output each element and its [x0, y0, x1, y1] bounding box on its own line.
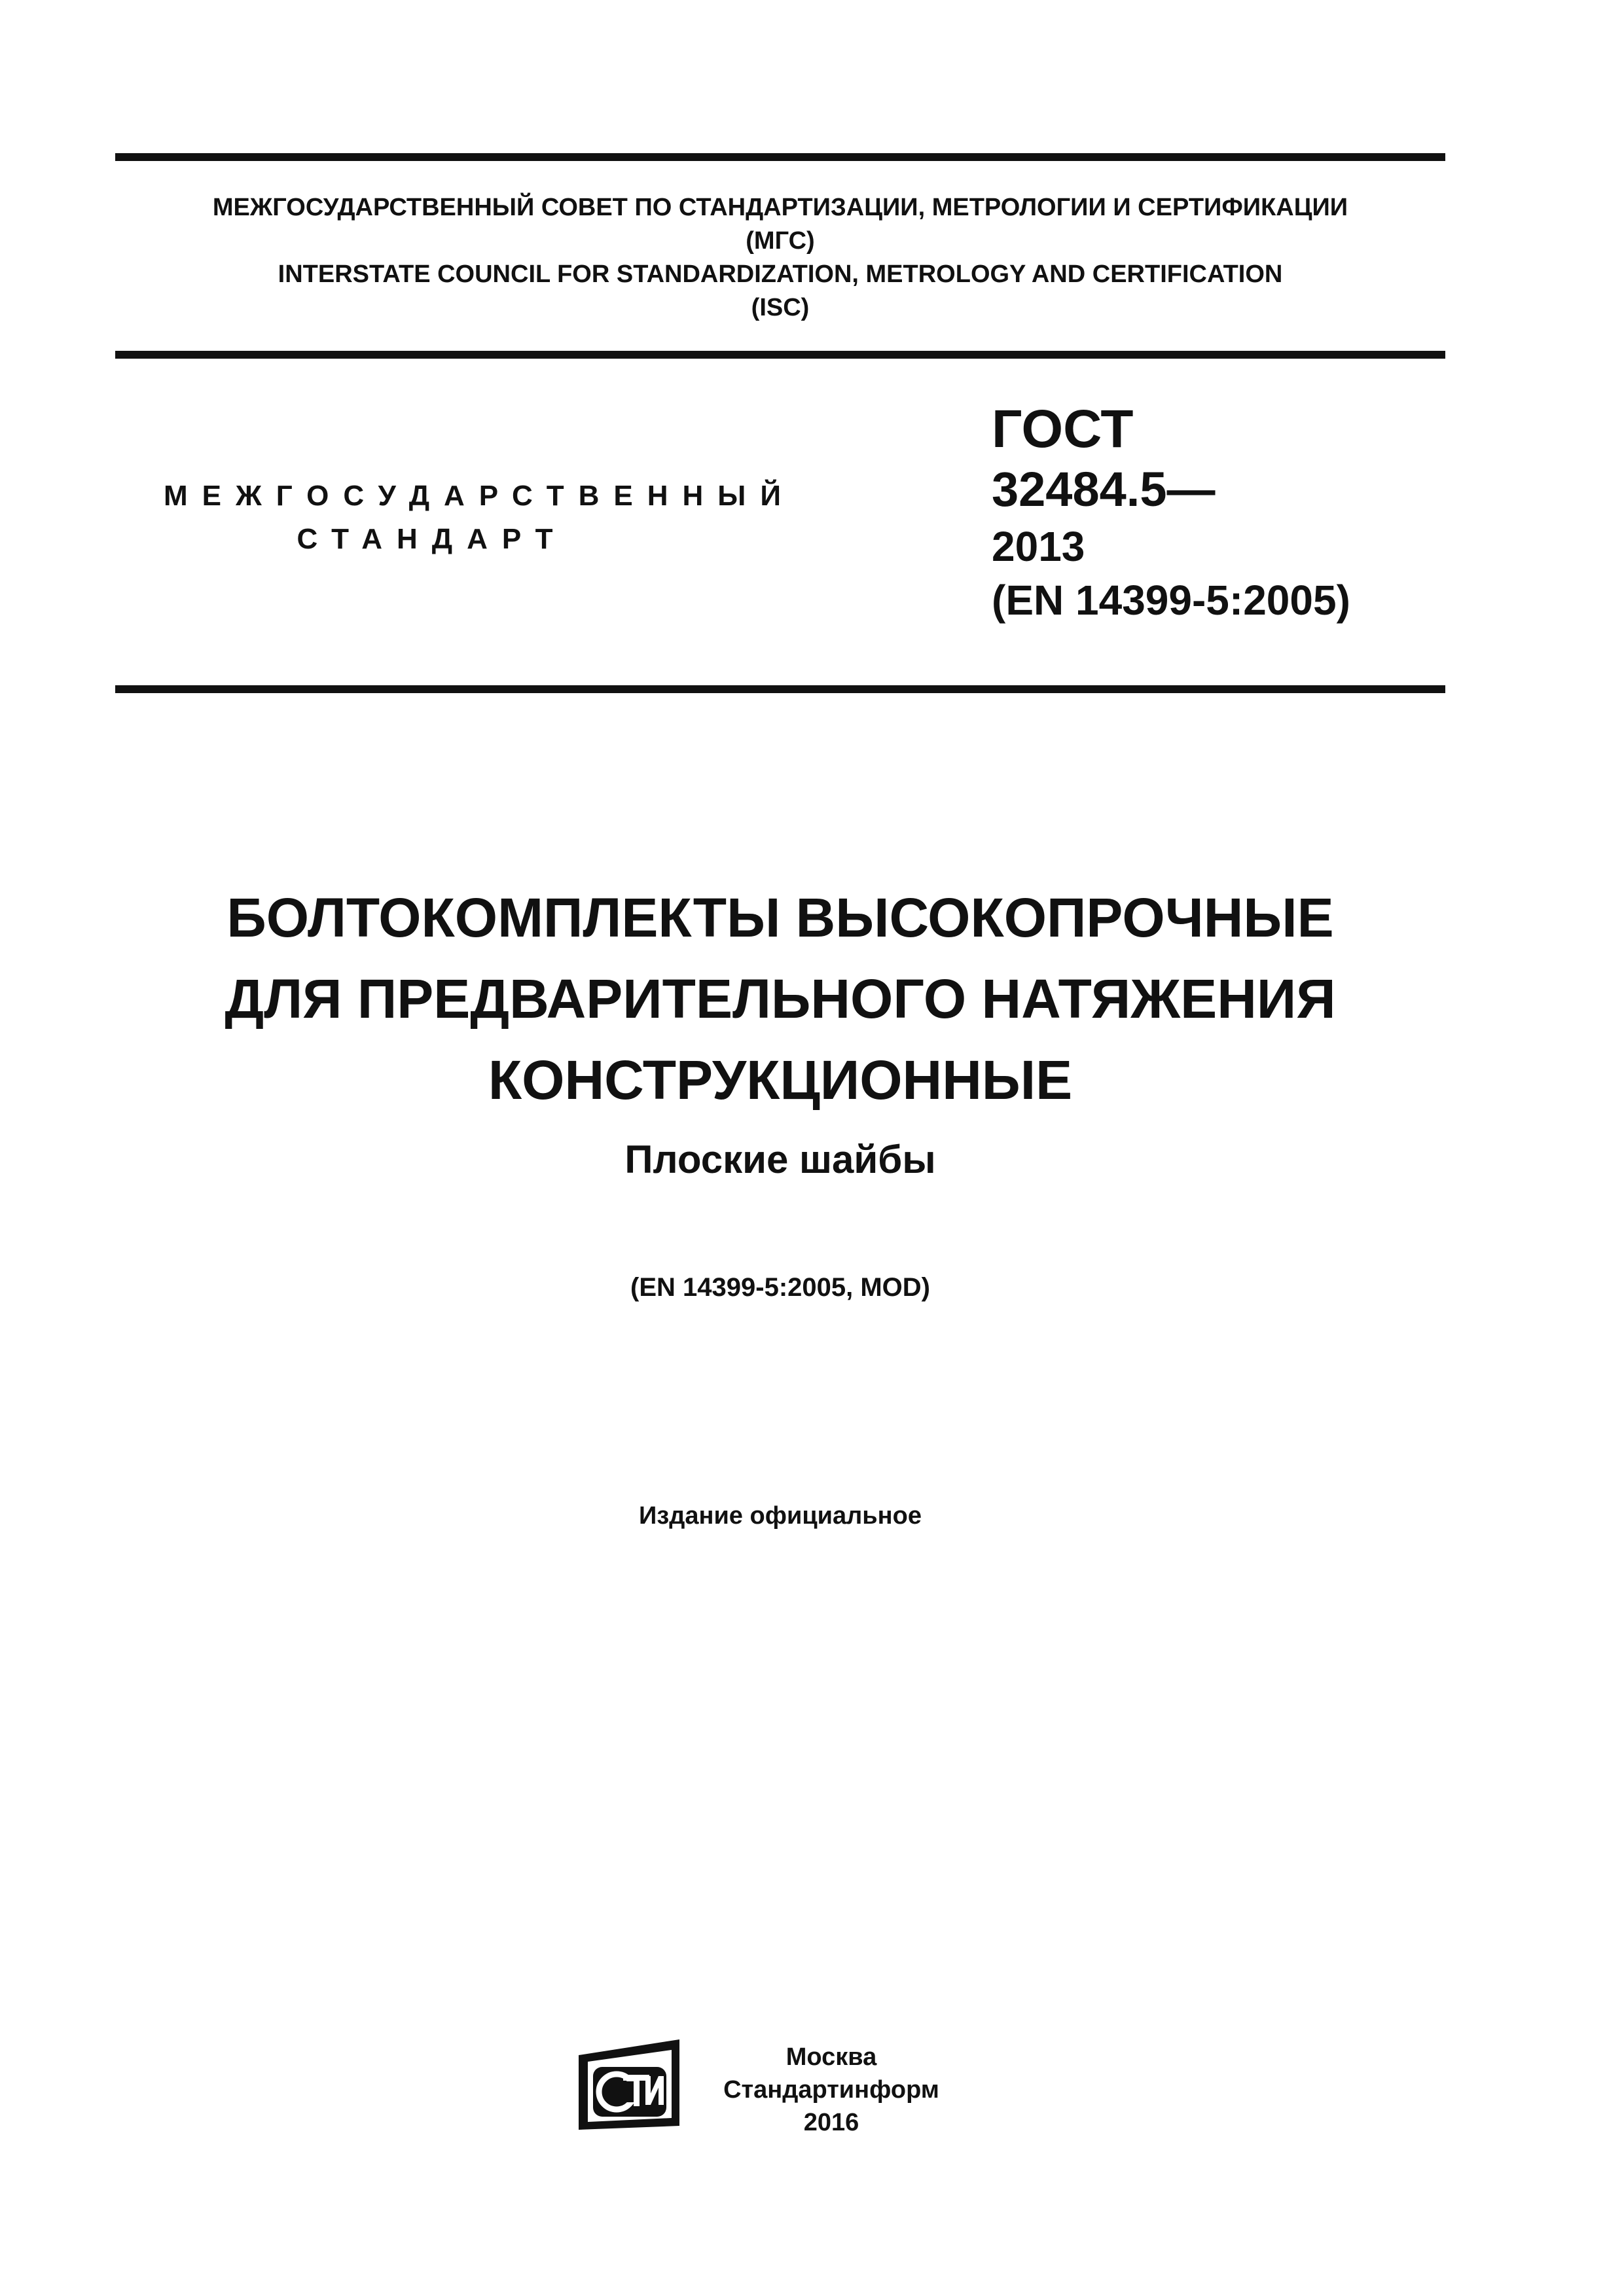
- designation-rule: [115, 685, 1445, 693]
- top-rule: [115, 153, 1445, 161]
- en-reference: (EN 14399-5:2005): [992, 577, 1350, 624]
- gost-designation: [992, 397, 1350, 627]
- standard-kind-line2: СТАНДАРТ: [297, 523, 568, 555]
- publisher-block: [694, 2041, 969, 2139]
- standartinform-logo: [573, 2036, 685, 2134]
- publisher-city: Москва: [785, 2043, 877, 2071]
- modification-reference: (EN 14399-5:2005, MOD): [630, 1273, 930, 1302]
- council-name-ru: МЕЖГОСУДАРСТВЕННЫЙ СОВЕТ ПО СТАНДАРТИЗАЦИИ, МЕТРОЛОГИИ И СЕРТИФИКАЦИИ: [212, 194, 1348, 221]
- document-title: [115, 877, 1445, 1186]
- publication-year: 2016: [803, 2109, 859, 2136]
- title-line-2: ДЛЯ ПРЕДВАРИТЕЛЬНОГО НАТЯЖЕНИЯ: [225, 968, 1336, 1030]
- council-name-en: INTERSTATE COUNCIL FOR STANDARDIZATION, METROLOGY AND CERTIFICATION: [278, 260, 1283, 288]
- standard-kind: [164, 475, 795, 561]
- title-line-1: БОЛТОКОМПЛЕКТЫ ВЫСОКОПРОЧНЫЕ: [226, 887, 1334, 948]
- document-subtitle: Плоские шайбы: [624, 1138, 936, 1181]
- publisher-logo-icon: [573, 2036, 685, 2134]
- publisher-name: Стандартинформ: [723, 2076, 939, 2104]
- council-abbr-en: (ISC): [751, 294, 810, 321]
- council-header: [115, 191, 1445, 325]
- edition-note: Издание официальное: [639, 1502, 922, 1530]
- gost-year: 2013: [992, 523, 1085, 570]
- council-abbr-ru: (МГС): [746, 227, 815, 255]
- header-rule: [115, 351, 1445, 359]
- gost-number: 32484.5—: [992, 462, 1216, 516]
- standard-kind-line1: МЕЖГОСУДАРСТВЕННЫЙ: [164, 480, 795, 512]
- title-line-3: КОНСТРУКЦИОННЫЕ: [488, 1049, 1073, 1111]
- gost-label: ГОСТ: [992, 399, 1134, 459]
